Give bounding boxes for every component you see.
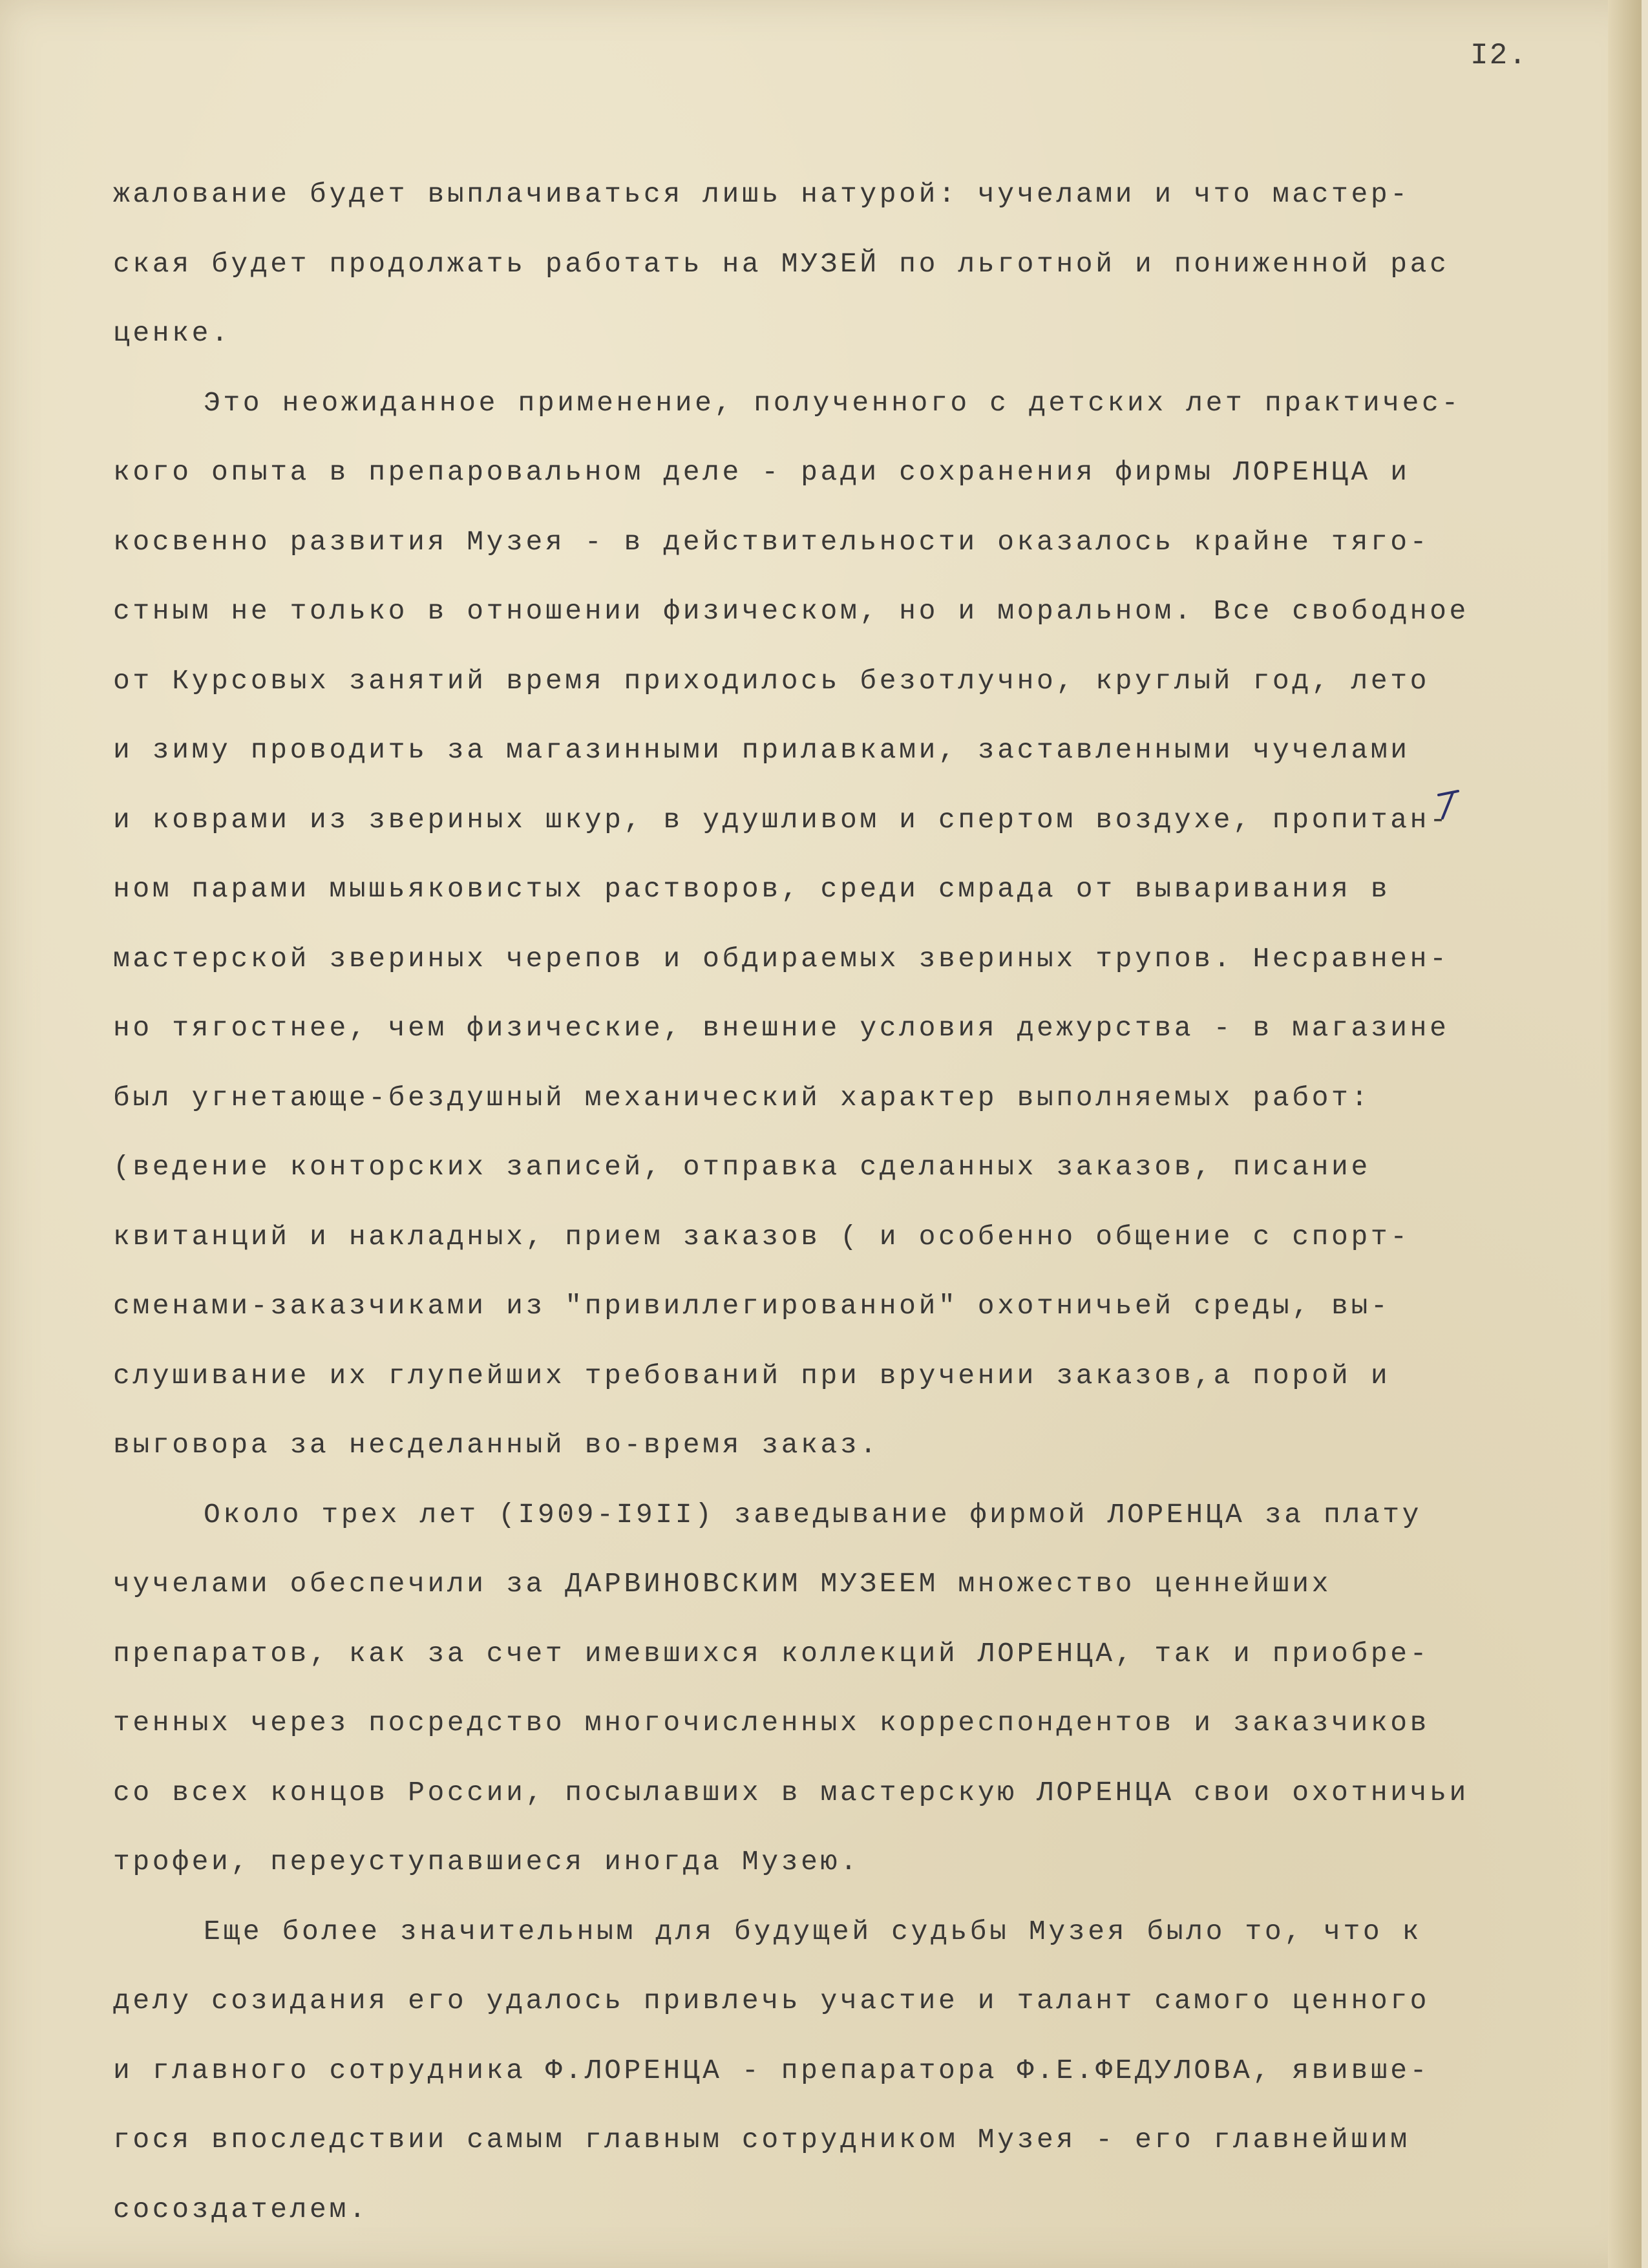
text-line: гося впоследствии самым главным сотрудником Музея - его главнейшим	[113, 2124, 1410, 2156]
paragraph-first-line: Это неожиданное применение, полученного с детских лет практичес-	[204, 387, 1461, 419]
text-line: тенных через посредство многочисленных корреспондентов и заказчиков	[113, 1707, 1430, 1739]
text-line: косвенно развития Музея - в действительности оказалось крайне тяго-	[113, 525, 1430, 558]
text-line: ская будет продолжать работать на МУЗЕЙ по льготной и пониженной рас	[113, 248, 1450, 280]
text-line: трофеи, переуступавшиеся иногда Музею.	[113, 1846, 860, 1878]
text-line: препаратов, как за счет имевшихся коллекций ЛОРЕНЦА, так и приобре-	[113, 1637, 1430, 1669]
text-line: чучелами обеспечили за ДАРВИНОВСКИМ МУЗЕЕМ множество ценнейших	[113, 1568, 1332, 1600]
text-line: и главного сотрудника Ф.ЛОРЕНЦА - препаратора Ф.Е.ФЕДУЛОВА, явивше-	[113, 2054, 1430, 2086]
paragraph-first-line: Еще более значительным для будущей судьбы Музея было то, что к	[204, 1915, 1422, 1947]
body-text	[113, 160, 1600, 2244]
text-line: со всех концов России, посылавших в мастерскую ЛОРЕНЦА свои охотничьи	[113, 1776, 1469, 1808]
paragraph-first-line: Около трех лет (I909-I9II) заведывание фирмой ЛОРЕНЦА за плату	[204, 1498, 1422, 1531]
text-line: кого опыта в препаровальном деле - ради сохранения фирмы ЛОРЕНЦА и	[113, 456, 1410, 488]
text-line: был угнетающе-бездушный механический характер выполняемых работ:	[113, 1081, 1371, 1114]
text-line: но тягостнее, чем физические, внешние условия дежурства - в магазине	[113, 1012, 1450, 1044]
text-line: (ведение конторских записей, отправка сделанных заказов, писание	[113, 1151, 1371, 1183]
text-line: ценке.	[113, 317, 231, 349]
text-line: стным не только в отношении физическом, но и моральном. Все свободное	[113, 595, 1469, 627]
text-line: квитанций и накладных, прием заказов ( и особенно общение с спорт-	[113, 1220, 1410, 1253]
text-line: и зиму проводить за магазинными прилавками, заставленными чучелами	[113, 734, 1410, 766]
page-number: I2.	[1470, 39, 1528, 72]
text-line: сосоздателем.	[113, 2193, 369, 2225]
text-line: слушивание их глупейших требований при вручении заказов,а порой и	[113, 1359, 1391, 1392]
text-line: ном парами мышьяковистых растворов, среди смрада от вываривания в	[113, 873, 1391, 905]
text-line: сменами-заказчиками из "привиллегированной" охотничьей среды, вы-	[113, 1290, 1391, 1322]
text-line: и коврами из звериных шкур, в удушливом и спертом воздухе, пропитан-	[113, 803, 1450, 836]
text-line: от Курсовых занятий время приходилось безотлучно, круглый год, лето	[113, 664, 1430, 697]
text-line: выговора за несделанный во-время заказ.	[113, 1429, 880, 1461]
text-line: делу созидания его удалось привлечь участие и талант самого ценного	[113, 1985, 1430, 2017]
text-line: мастерской звериных черепов и обдираемых звериных трупов. Несравнен-	[113, 942, 1450, 975]
paper-edge	[1608, 0, 1642, 2268]
text-line: жалование будет выплачиваться лишь натурой: чучелами и что мастер-	[113, 178, 1410, 210]
